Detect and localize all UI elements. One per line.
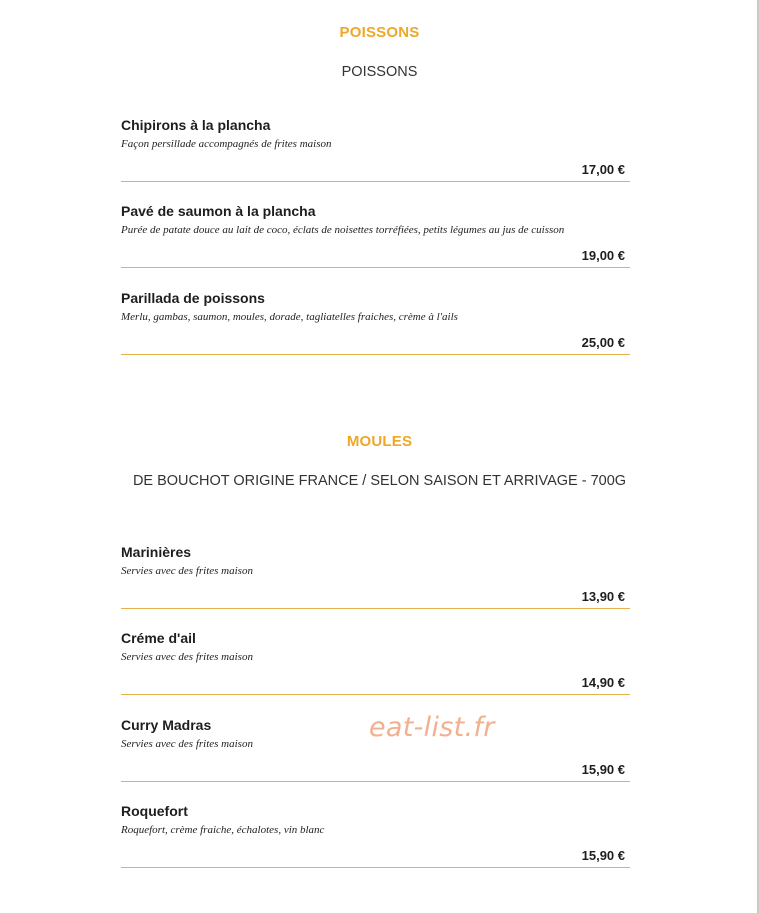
section-title: POISSONS bbox=[339, 24, 420, 41]
item-name: Parillada de poissons bbox=[121, 290, 265, 306]
item-price: 14,90 € bbox=[581, 675, 625, 690]
watermark: eat-list.fr bbox=[369, 712, 495, 743]
item-name: Chipirons à la plancha bbox=[121, 117, 271, 133]
section-poissons bbox=[0, 24, 759, 81]
item-price: 13,90 € bbox=[581, 589, 625, 604]
item-name: Marinières bbox=[121, 544, 192, 560]
menu-item bbox=[121, 117, 630, 182]
item-price: 17,00 € bbox=[581, 162, 625, 177]
menu-item bbox=[121, 803, 630, 868]
item-price: 19,00 € bbox=[581, 248, 625, 263]
menu-item bbox=[121, 630, 630, 695]
item-description: Merlu, gambas, saumon, moules, dorade, tagliatelles fraiches, crème à l'ails bbox=[121, 311, 458, 323]
section-subtitle: DE BOUCHOT ORIGINE FRANCE / SELON SAISON ET ARRIVAGE - 700G bbox=[132, 473, 627, 489]
item-name: Roquefort bbox=[121, 803, 188, 819]
item-description: Purée de patate douce au lait de coco, éclats de noisettes torréfiées, petits légumes au jus de cuisson bbox=[121, 224, 565, 236]
item-price: 15,90 € bbox=[581, 848, 625, 863]
item-name: Créme d'ail bbox=[121, 630, 196, 646]
menu-item bbox=[121, 544, 630, 609]
item-price: 15,90 € bbox=[581, 762, 625, 777]
item-price: 25,00 € bbox=[581, 335, 625, 350]
item-description: Servies avec des frites maison bbox=[121, 738, 253, 750]
item-description: Façon persillade accompagnés de frites maison bbox=[121, 138, 332, 150]
item-name: Pavé de saumon à la plancha bbox=[121, 203, 316, 219]
menu-item bbox=[121, 203, 630, 268]
section-subtitle: POISSONS bbox=[341, 64, 418, 80]
item-description: Roquefort, crème fraiche, échalotes, vin blanc bbox=[121, 824, 325, 836]
item-description: Servies avec des frites maison bbox=[121, 651, 253, 663]
item-name: Curry Madras bbox=[121, 717, 212, 733]
menu-item bbox=[121, 290, 630, 355]
section-moules bbox=[0, 433, 759, 490]
item-description: Servies avec des frites maison bbox=[121, 565, 253, 577]
section-title: MOULES bbox=[346, 433, 413, 450]
